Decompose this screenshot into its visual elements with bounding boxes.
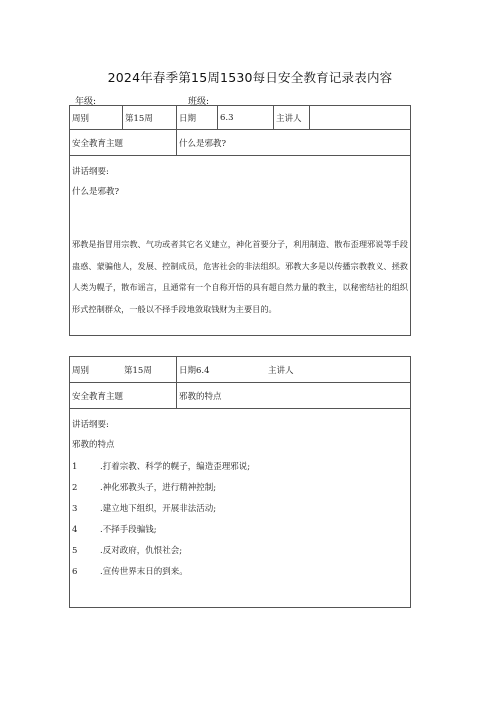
grade-label: 年级: bbox=[75, 97, 97, 107]
theme-value: 邪教的特点 bbox=[176, 383, 410, 408]
outline-label: 讲话纲要: bbox=[72, 167, 109, 177]
list-item bbox=[72, 523, 157, 535]
list-item-number: 6 bbox=[72, 567, 78, 577]
date-label: 日期 bbox=[176, 106, 217, 129]
outline-subtitle: 邪教的特点 bbox=[72, 440, 115, 450]
speaker-label: 主讲人 bbox=[268, 365, 294, 376]
list-item-number: 2 bbox=[72, 483, 78, 493]
speaker-value bbox=[309, 106, 410, 129]
date-label: 日期6.4 bbox=[176, 357, 266, 382]
week-label: 周别 bbox=[72, 365, 90, 376]
outline-section bbox=[70, 409, 410, 607]
list-item bbox=[72, 502, 216, 514]
header-row bbox=[70, 357, 410, 383]
list-item-text: .打着宗教、科学的幌子，编造歪理邪说; bbox=[100, 462, 251, 472]
week-value: 第15周 bbox=[122, 106, 176, 129]
week-value: 第15周 bbox=[124, 365, 152, 376]
list-item-text: .不择手段骗钱; bbox=[100, 525, 157, 535]
list-item-number: 5 bbox=[72, 546, 78, 556]
record-table-2 bbox=[69, 356, 411, 608]
document-title: 2024年春季第15周1530每日安全教育记录表内容 bbox=[107, 70, 393, 85]
list-item bbox=[72, 460, 250, 472]
theme-label: 安全教育主题 bbox=[72, 138, 124, 149]
record-table-1 bbox=[69, 105, 411, 336]
list-item-text: .神化邪教头子，进行精神控制; bbox=[100, 483, 217, 493]
outline-section bbox=[70, 156, 410, 335]
list-item-number: 4 bbox=[72, 525, 78, 535]
list-item-number: 1 bbox=[72, 462, 78, 472]
list-item-text: .建立地下组织，开展非法活动; bbox=[100, 504, 217, 514]
list-item-text: .宣传世界末日的到来。 bbox=[100, 567, 188, 577]
outline-label: 讲话纲要: bbox=[72, 420, 109, 430]
date-value: 6.3 bbox=[217, 106, 273, 129]
list-item-text: .反对政府，仇恨社会; bbox=[100, 546, 183, 556]
speaker-label: 主讲人 bbox=[273, 106, 309, 129]
theme-row bbox=[70, 130, 410, 156]
theme-value: 什么是邪教? bbox=[176, 130, 410, 155]
theme-row bbox=[70, 383, 410, 409]
list-item bbox=[72, 544, 182, 556]
list-item bbox=[72, 481, 216, 493]
theme-label: 安全教育主题 bbox=[72, 391, 124, 402]
outline-subtitle: 什么是邪教? bbox=[72, 187, 120, 197]
outline-paragraph: 邪教是指冒用宗教、气功或者其它名义建立，神化首要分子，利用制造、散布歪理邪说等手段蛊惑、蒙骗他人，发展、控制成员，危害社会的非法组织。邪教大多是以传播宗教教义、拯救人类为幌子，散布谣言，且通常有一个自称开悟的具有超自然力量的教主，以秘密结社的组织形式控制群众，一般以不择手段地敛取钱财为主要目的。 bbox=[72, 239, 408, 314]
list-item-number: 3 bbox=[72, 504, 78, 514]
list-item bbox=[72, 565, 188, 577]
week-label: 周别 bbox=[72, 113, 90, 124]
class-label: 班级: bbox=[188, 97, 210, 107]
header-row bbox=[70, 106, 410, 130]
